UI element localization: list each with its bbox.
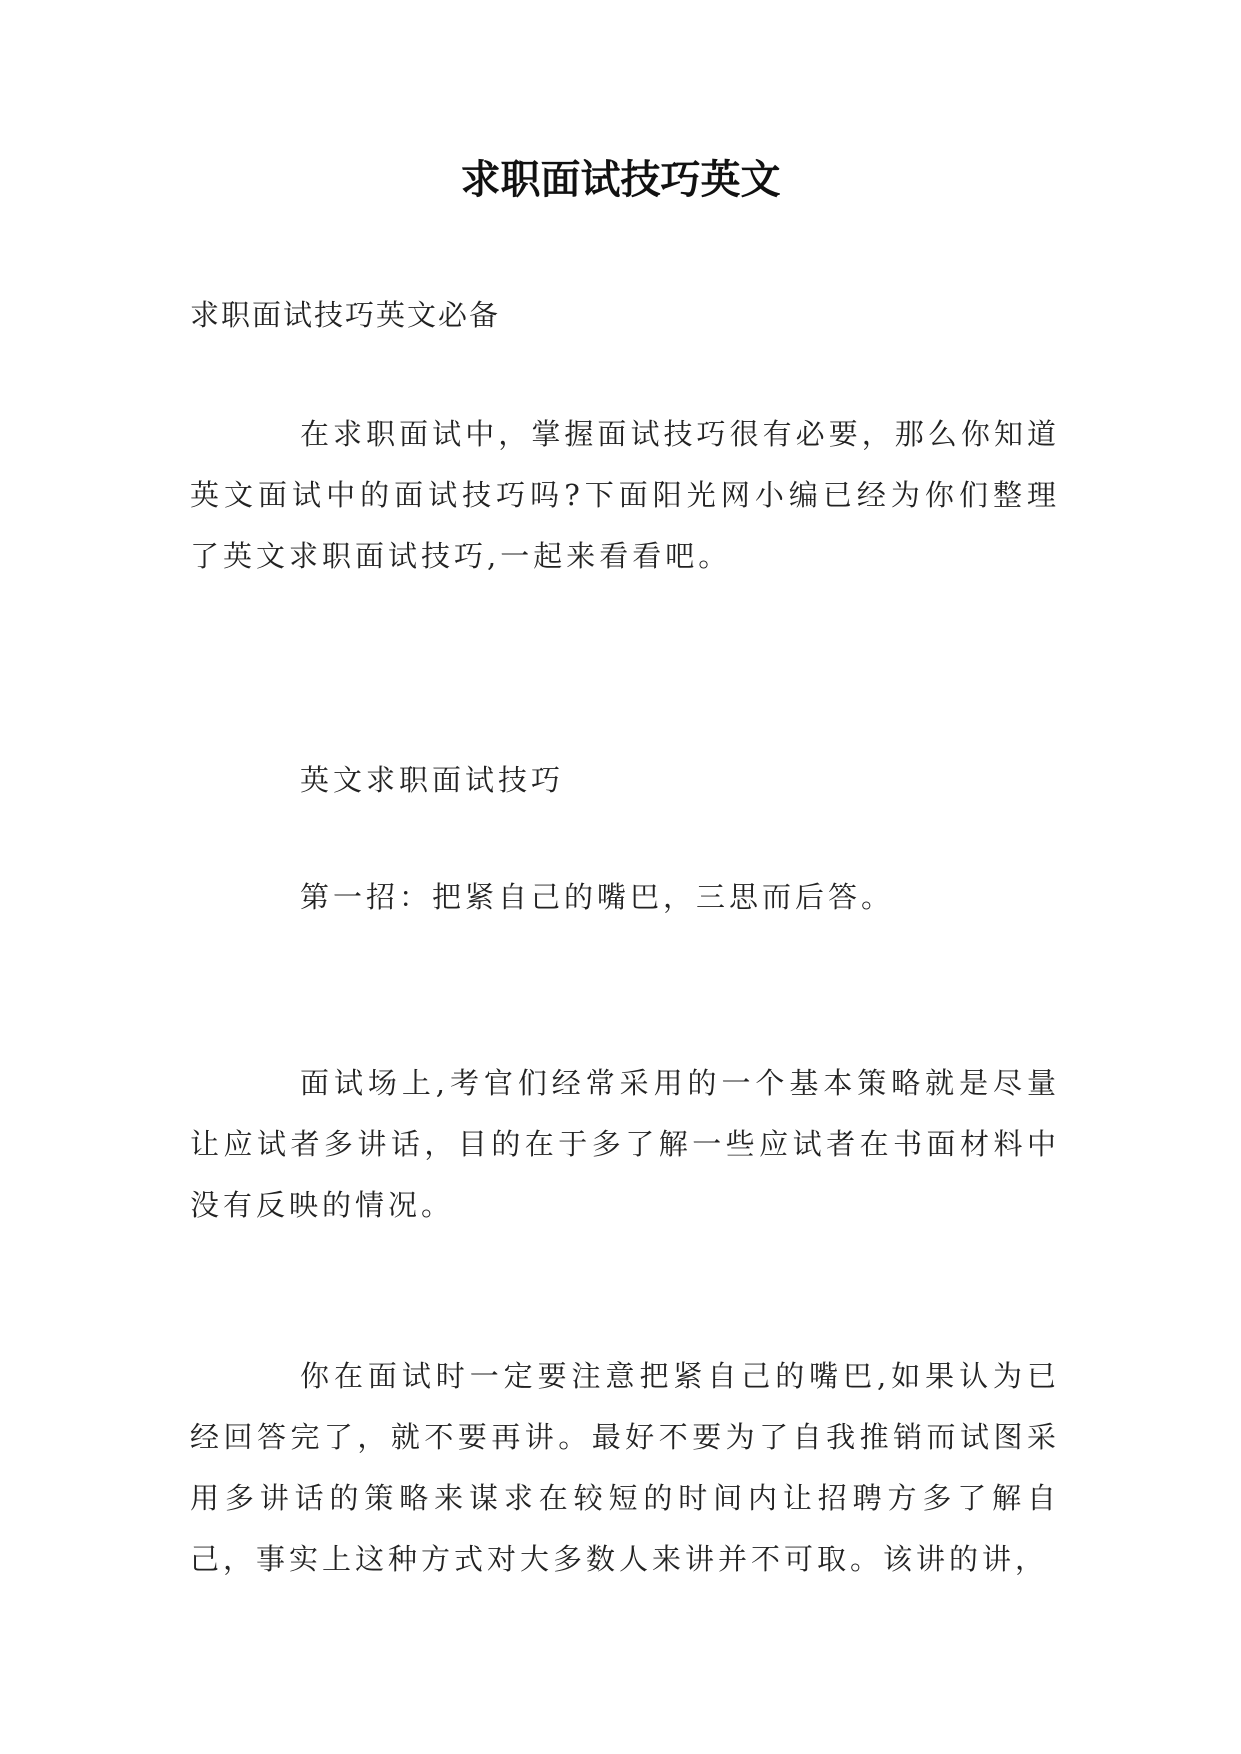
section-heading: 英文求职面试技巧 (300, 763, 565, 797)
tip-one-paragraph-1: 面试场上,考官们经常采用的一个基本策略就是尽量让应试者多讲话，目的在于多了解一些应试者在书面材料中没有反映的情况。 (190, 1066, 1060, 1222)
document-subtitle: 求职面试技巧英文必备 (190, 298, 501, 332)
intro-paragraph: 在求职面试中，掌握面试技巧很有必要，那么你知道英文面试中的面试技巧吗?下面阳光网小编已经为你们整理了英文求职面试技巧,一起来看看吧。 (190, 417, 1060, 573)
tip-one-heading: 第一招：把紧自己的嘴巴，三思而后答。 (300, 880, 895, 914)
document-title: 求职面试技巧英文 (460, 156, 781, 203)
tip-one-paragraph-2: 你在面试时一定要注意把紧自己的嘴巴,如果认为已经回答完了，就不要再讲。最好不要为了自我推销而试图采用多讲话的策略来谋求在较短的时间内让招聘方多了解自己，事实上这种方式对大多数人来讲并不可取。该讲的讲， (190, 1359, 1060, 1576)
